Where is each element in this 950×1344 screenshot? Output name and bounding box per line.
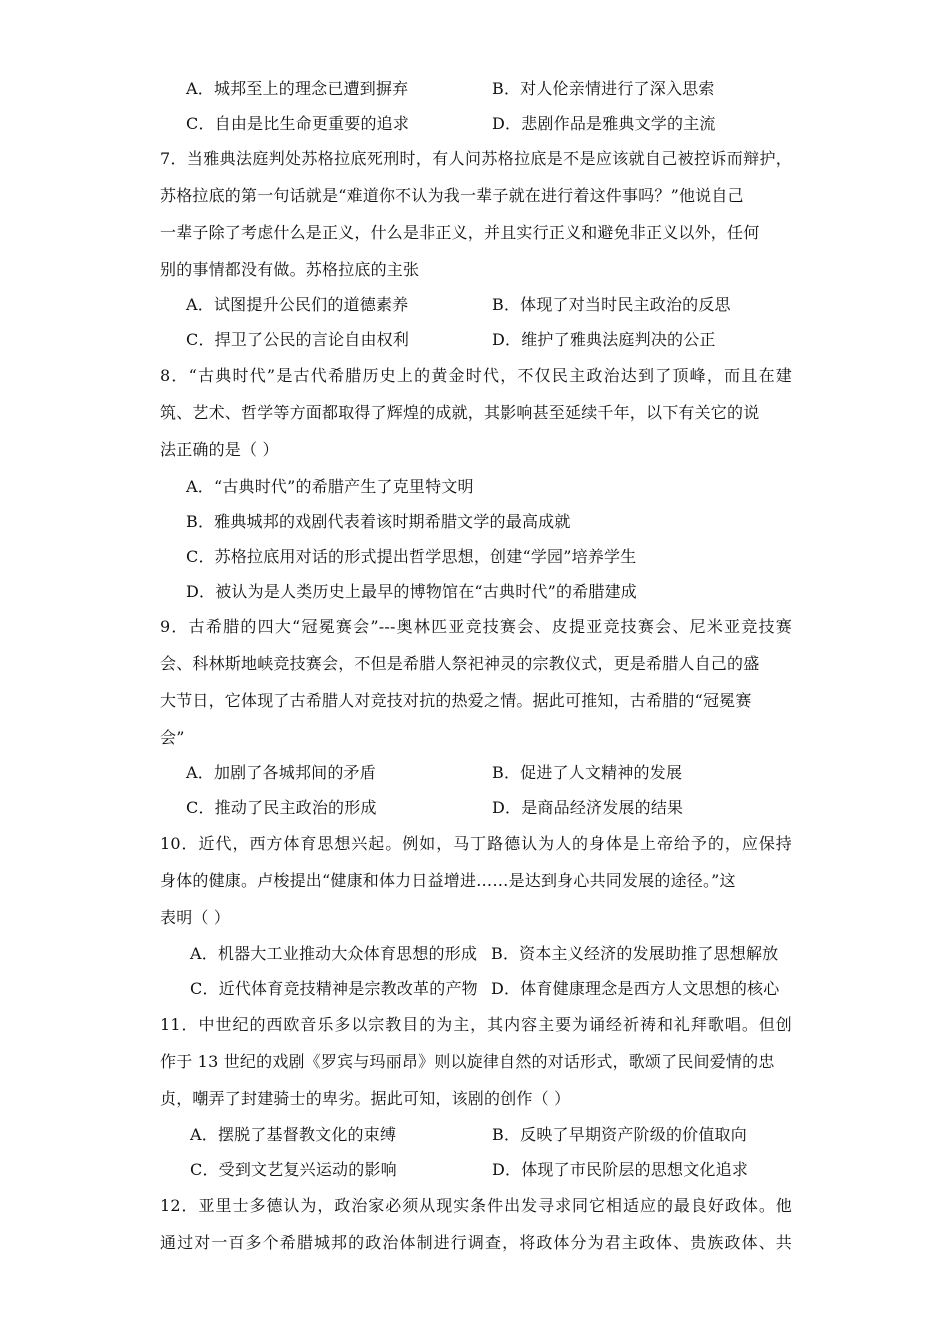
q9-stem-line: 9．古希腊的四大“冠冕赛会”---奥林匹亚竞技赛会、皮提亚竞技赛会、尼米亚竞技赛 xyxy=(160,617,792,636)
q7-stem-line: 苏格拉底的第一句话就是“难道你不认为我一辈子就在进行着这件事吗？”他说自己 xyxy=(160,186,744,205)
q10-stem-line: 10．近代，西方体育思想兴起。例如，马丁路德认为人的身体是上帝给予的，应保持 xyxy=(160,834,792,853)
q8-option-d: D．被认为是人类历史上最早的博物馆在“古典时代”的希腊建成 xyxy=(186,582,637,601)
q10-option-d: D．体育健康理念是西方人文思想的核心 xyxy=(491,979,780,998)
q6-option-d: D．悲剧作品是雅典文学的主流 xyxy=(492,114,716,133)
q8-stem-line: 8．“古典时代”是古代希腊历史上的黄金时代，不仅民主政治达到了顶峰，而且在建 xyxy=(160,366,792,385)
q9-option-c: C．推动了民主政治的形成 xyxy=(186,798,377,817)
q11-option-d: D．体现了市民阶层的思想文化追求 xyxy=(492,1160,749,1179)
q7-stem-line: 7．当雅典法庭判处苏格拉底死刑时，有人问苏格拉底是不是应该就自己被控诉而辩护， xyxy=(160,149,792,168)
q9-stem-line: 大节日，它体现了古希腊人对竞技对抗的热爱之情。据此可推知，古希腊的“冠冕赛 xyxy=(160,691,752,710)
q7-stem-line: 别的事情都没有做。苏格拉底的主张 xyxy=(160,260,420,279)
q6-option-b: B．对人伦亲情进行了深入思索 xyxy=(492,79,715,98)
q7-option-a: A．试图提升公民们的道德素养 xyxy=(186,295,409,314)
q11-option-b: B．反映了早期资产阶级的价值取向 xyxy=(492,1125,747,1144)
q11-stem-line: 作于 13 世纪的戏剧《罗宾与玛丽昂》则以旋律自然的对话形式，歌颂了民间爱情的忠 xyxy=(160,1052,775,1071)
q9-option-d: D．是商品经济发展的结果 xyxy=(492,798,684,817)
q6-option-a: A．城邦至上的理念已遭到摒弃 xyxy=(186,79,409,98)
q9-option-a: A．加剧了各城邦间的矛盾 xyxy=(186,763,376,782)
q7-option-d: D．维护了雅典法庭判决的公正 xyxy=(492,330,716,349)
q10-stem-line: 身体的健康。卢梭提出“健康和体力日益增进……是达到身心共同发展的途径。”这 xyxy=(160,871,736,890)
q8-option-a: A．“古典时代”的希腊产生了克里特文明 xyxy=(186,477,474,496)
q10-option-b: B．资本主义经济的发展助推了思想解放 xyxy=(491,944,779,963)
q11-option-a: A．摆脱了基督教文化的束缚 xyxy=(190,1125,397,1144)
q7-stem-line: 一辈子除了考虑什么是正义，什么是非正义，并且实行正义和避免非正义以外，任何 xyxy=(160,223,760,242)
q10-stem-line: 表明（ ） xyxy=(160,908,231,927)
q9-option-b: B．促进了人文精神的发展 xyxy=(492,763,683,782)
q11-stem-line: 11．中世纪的西欧音乐多以宗教目的为主，其内容主要为诵经祈祷和礼拜歌唱。但创 xyxy=(160,1015,792,1034)
q9-stem-line: 会” xyxy=(160,728,185,747)
q12-stem-line: 12．亚里士多德认为，政治家必须从现实条件出发寻求同它相适应的最良好政体。他 xyxy=(160,1196,792,1215)
q12-stem-line: 通过对一百多个希腊城邦的政治体制进行调查，将政体分为君主政体、贵族政体、共 xyxy=(160,1233,792,1252)
q8-stem-line: 筑、艺术、哲学等方面都取得了辉煌的成就，其影响甚至延续千年，以下有关它的说 xyxy=(160,403,760,422)
q8-stem-line: 法正确的是（ ） xyxy=(160,440,279,459)
q7-option-b: B．体现了对当时民主政治的反思 xyxy=(492,295,731,314)
q11-option-c: C．受到文艺复兴运动的影响 xyxy=(190,1160,397,1179)
q9-stem-line: 会、科林斯地峡竞技赛会，不但是希腊人祭祀神灵的宗教仪式，更是希腊人自己的盛 xyxy=(160,654,760,673)
q10-option-a: A．机器大工业推动大众体育思想的形成 xyxy=(190,944,478,963)
q8-option-c: C．苏格拉底用对话的形式提出哲学思想，创建“学园”培养学生 xyxy=(186,547,637,566)
q8-option-b: B．雅典城邦的戏剧代表着该时期希腊文学的最高成就 xyxy=(186,512,571,531)
q10-option-c: C．近代体育竞技精神是宗教改革的产物 xyxy=(190,979,478,998)
q6-option-c: C．自由是比生命更重要的追求 xyxy=(186,114,410,133)
q11-stem-line: 贞，嘲弄了封建骑士的卑劣。据此可知，该剧的创作（ ） xyxy=(160,1089,571,1108)
q7-option-c: C．捍卫了公民的言论自由权利 xyxy=(186,330,410,349)
